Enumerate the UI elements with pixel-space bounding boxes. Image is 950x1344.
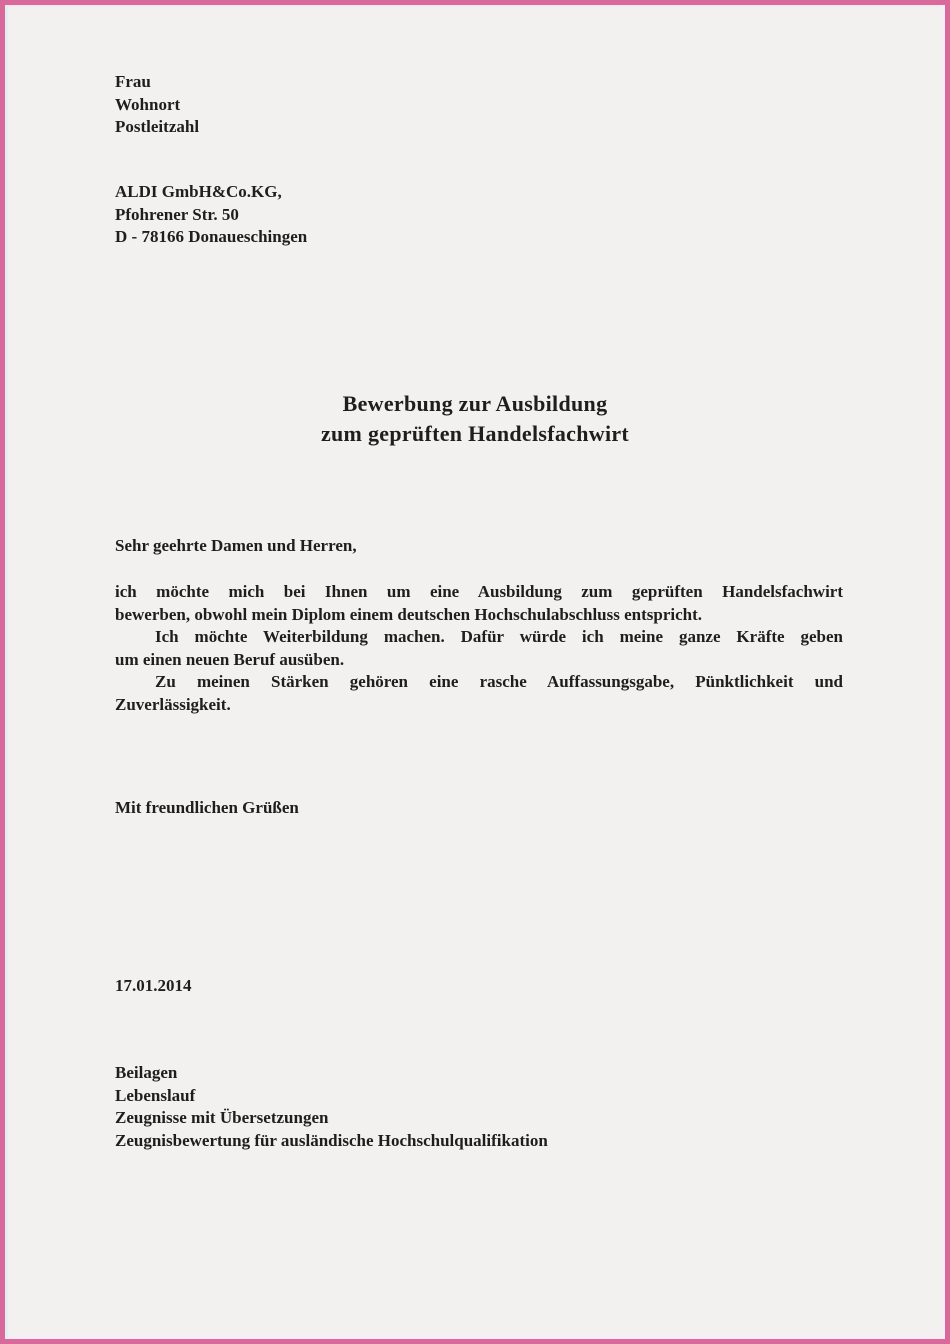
enclosure-line: Lebenslauf bbox=[115, 1085, 196, 1105]
body-line: um einen neuen Beruf ausüben. bbox=[115, 649, 345, 669]
enclosure-line: Zeugnisbewertung für ausländische Hochschulqualifikation bbox=[115, 1130, 548, 1150]
recipient-line: ALDI GmbH&Co.KG, bbox=[115, 182, 282, 201]
body-line: Zu meinen Stärken gehören eine rasche Auffassungsgabe, Pünktlichkeit und bbox=[155, 672, 843, 692]
sender-line: Frau bbox=[115, 72, 151, 91]
sender-address-block bbox=[115, 71, 199, 139]
enclosures-heading: Beilagen bbox=[115, 1063, 178, 1082]
subject-title bbox=[5, 389, 945, 449]
sender-line: Postleitzahl bbox=[115, 117, 200, 137]
recipient-line: D - 78166 Donaueschingen bbox=[115, 227, 308, 247]
sender-line: Wohnort bbox=[115, 94, 181, 114]
salutation: Sehr geehrte Damen und Herren, bbox=[115, 536, 357, 555]
closing-phrase: Mit freundlichen Grüßen bbox=[115, 798, 299, 817]
recipient-address-block bbox=[115, 181, 307, 249]
enclosures-block bbox=[115, 1062, 548, 1152]
subject-line: Bewerbung zur Ausbildung bbox=[342, 391, 608, 416]
letter-body bbox=[115, 581, 843, 717]
recipient-line: Pfohrener Str. 50 bbox=[115, 204, 239, 224]
body-line: bewerben, obwohl mein Diplom einem deutschen Hochschulabschluss entspricht. bbox=[115, 604, 703, 624]
enclosure-line: Zeugnisse mit Übersetzungen bbox=[115, 1108, 329, 1128]
body-line: Ich möchte Weiterbildung machen. Dafür würde ich meine ganze Kräfte geben bbox=[155, 627, 843, 647]
subject-line: zum geprüften Handelsfachwirt bbox=[320, 421, 630, 446]
letter-date: 17.01.2014 bbox=[115, 976, 192, 995]
body-line: ich möchte mich bei Ihnen um eine Ausbildung zum geprüften Handelsfachwirt bbox=[115, 582, 843, 601]
body-line: Zuverlässigkeit. bbox=[115, 694, 231, 714]
